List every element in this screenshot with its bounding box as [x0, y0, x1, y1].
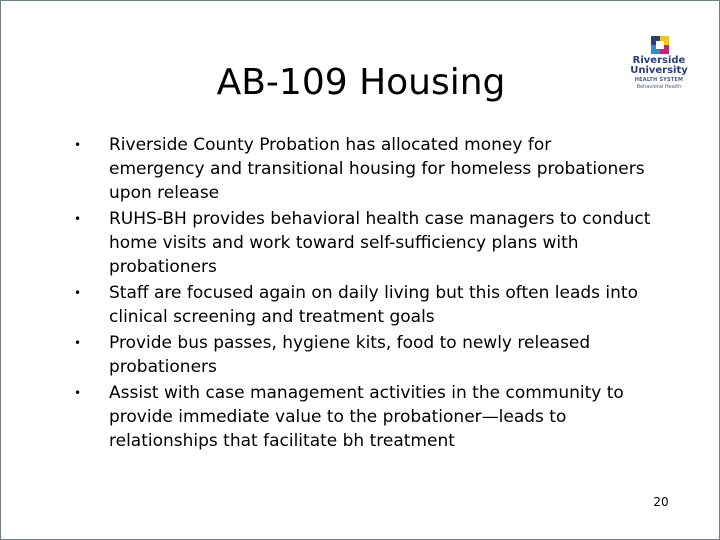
bullet-text: Riverside County Probation has allocated money for emergency and transitional housing for homeless probationers upon release	[109, 135, 645, 203]
bullet-marker: •	[74, 138, 82, 152]
riverside-university-logo	[627, 35, 691, 93]
bullet-item	[71, 133, 651, 205]
logo-text-health-system: HEALTH SYSTEM	[634, 77, 684, 83]
bullet-text: Provide bus passes, hygiene kits, food to newly released probationers	[109, 333, 591, 377]
bullet-text: RUHS-BH provides behavioral health case managers to conduct home visits and work toward self-sufficiency plans with probationers	[109, 209, 651, 277]
bullet-marker: •	[74, 286, 82, 300]
bullet-list	[71, 133, 651, 455]
bullet-text: Staff are focused again on daily living but this often leads into clinical screening and treatment goals	[109, 283, 638, 327]
bullet-text: Assist with case management activities in the community to provide immediate value to the probationer—leads to relationships that facilitate bh treatment	[109, 383, 624, 451]
bullet-marker: •	[74, 336, 82, 350]
slide-title: AB-109 Housing	[216, 62, 506, 103]
bullet-item	[71, 207, 651, 279]
logo-text-riverside: Riverside	[632, 55, 686, 66]
bullet-marker: •	[74, 212, 82, 226]
logo-text-university: University	[630, 65, 688, 76]
bullet-item	[71, 331, 651, 379]
page-number: 20	[653, 495, 669, 509]
logo-text-behavioral-health: Behavioral Health	[636, 84, 682, 90]
bullet-item	[71, 381, 651, 453]
bullet-item	[71, 281, 651, 329]
bullet-marker: •	[74, 386, 82, 400]
logo-mark-icon	[651, 36, 669, 54]
